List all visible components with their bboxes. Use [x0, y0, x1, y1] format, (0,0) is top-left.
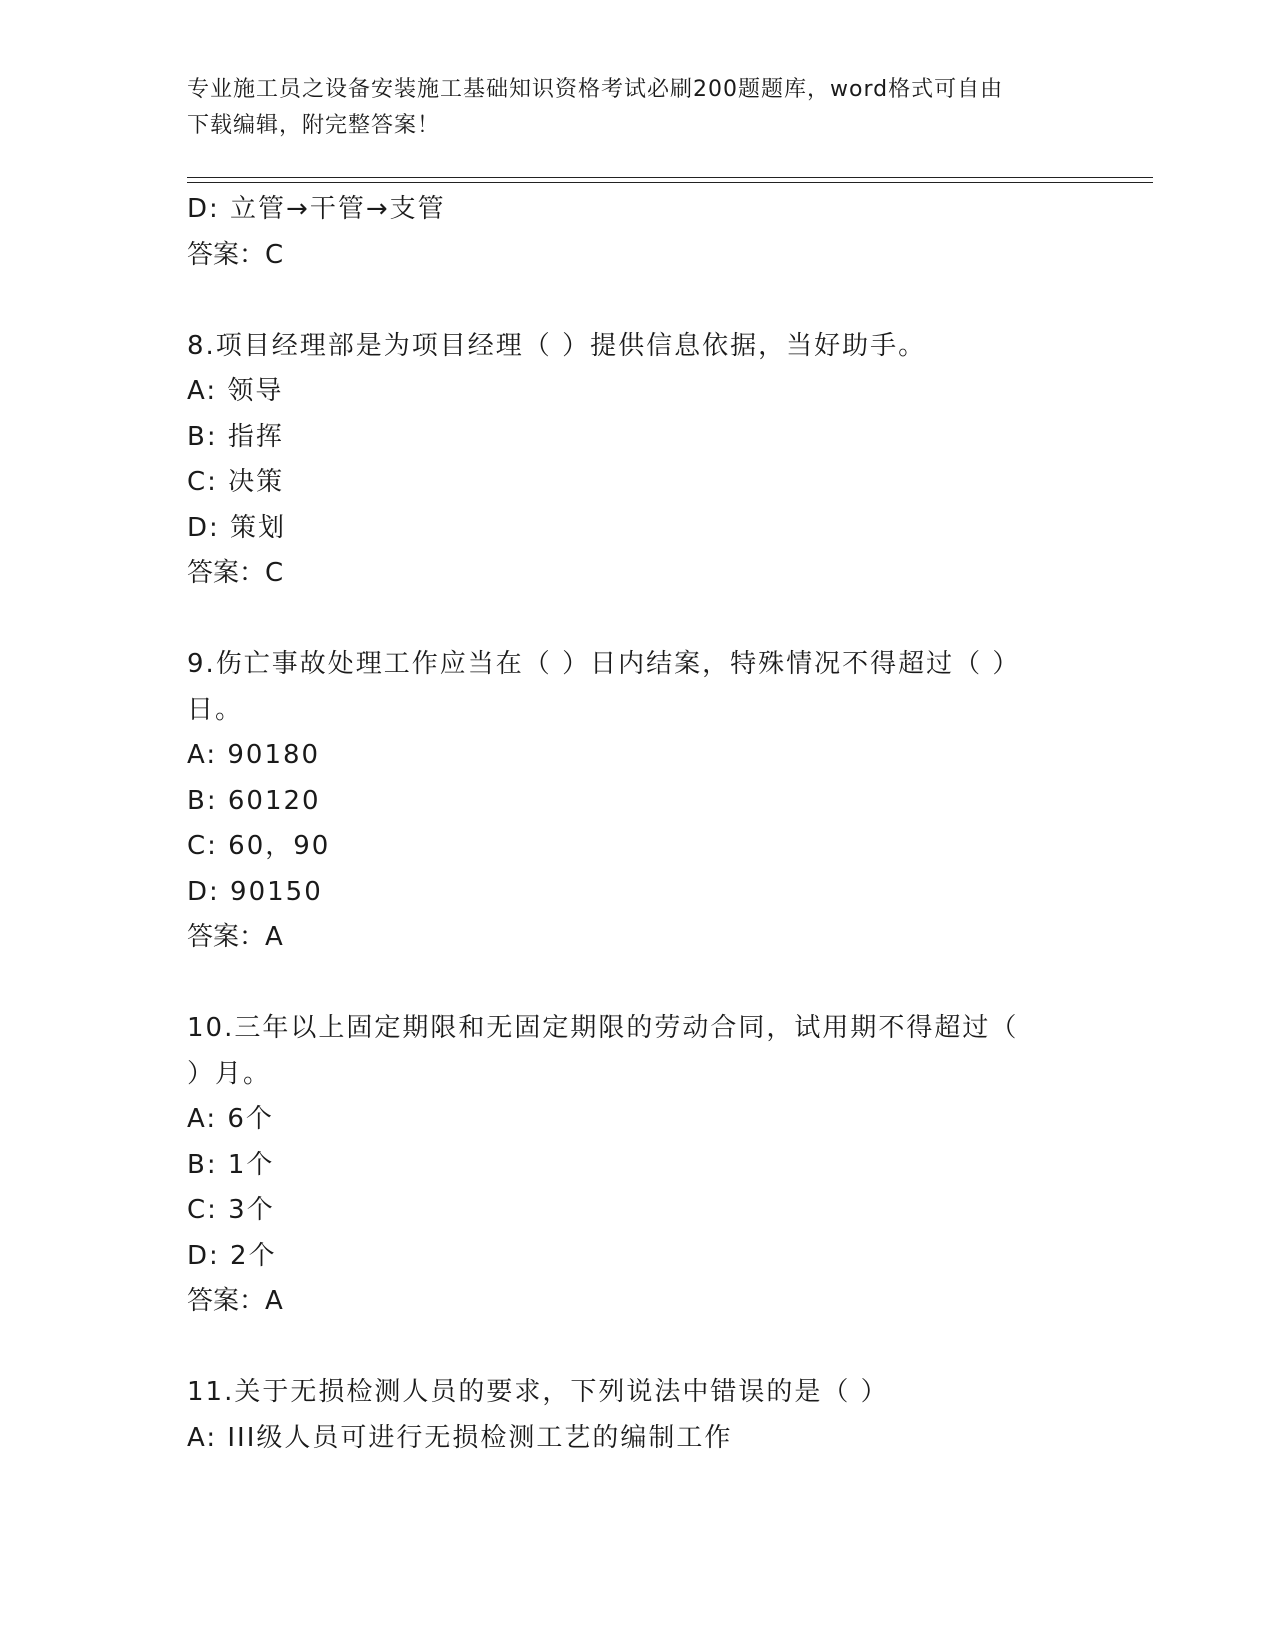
question-9 [187, 642, 1067, 961]
option-b: B: 60120 [187, 785, 321, 816]
question-8 [187, 324, 1067, 597]
question-stem-line-2: 日。 [187, 694, 244, 725]
spacer [187, 1325, 1067, 1371]
option-b: B: 指挥 [187, 421, 284, 452]
question-stem: 8.项目经理部是为项目经理（ ）提供信息依据，当好助手。 [187, 330, 927, 361]
question-list [187, 187, 1067, 1461]
option-d: D: 2个 [187, 1240, 277, 1271]
question-11 [187, 1370, 1067, 1461]
question-10 [187, 1006, 1067, 1325]
option-d: D: 策划 [187, 512, 287, 543]
option-a: A: 6个 [187, 1104, 274, 1134]
question-stem-line-2: ）月。 [187, 1058, 272, 1089]
option-a: A: 领导 [187, 376, 284, 406]
question-stem-line-1: 9.伤亡事故处理工作应当在（ ）日内结案，特殊情况不得超过（ ） [187, 649, 1021, 679]
header-divider-bottom [187, 182, 1153, 183]
header-line-1: 专业施工员之设备安装施工基础知识资格考试必刷200题题库，word格式可自由 [187, 77, 1004, 102]
answer-line: 答案：C [187, 239, 284, 270]
answer-line: 答案：C [187, 558, 284, 588]
option-b: B: 1个 [187, 1149, 275, 1180]
question-stem: 11.关于无损检测人员的要求，下列说法中错误的是（ ） [187, 1377, 889, 1407]
answer-line: 答案：A [187, 1286, 283, 1316]
option-d: D: 立管→干管→支管 [187, 194, 446, 224]
option-c: C: 决策 [187, 467, 285, 497]
question-stem-line-1: 10.三年以上固定期限和无固定期限的劳动合同，试用期不得超过（ [187, 1013, 1019, 1043]
spacer [187, 597, 1067, 643]
option-c: C: 60，90 [187, 831, 331, 861]
option-c: C: 3个 [187, 1195, 275, 1225]
option-d: D: 90150 [187, 876, 323, 907]
spacer [187, 961, 1067, 1007]
previous-question-tail [187, 187, 1067, 278]
header-divider-top [187, 177, 1153, 178]
header-line-2: 下载编辑，附完整答案！ [187, 113, 441, 138]
option-a: A: III级人员可进行无损检测工艺的编制工作 [187, 1422, 733, 1453]
spacer [187, 278, 1067, 324]
option-a: A: 90180 [187, 740, 321, 770]
document-header [187, 72, 1067, 144]
answer-line: 答案：A [187, 922, 283, 952]
